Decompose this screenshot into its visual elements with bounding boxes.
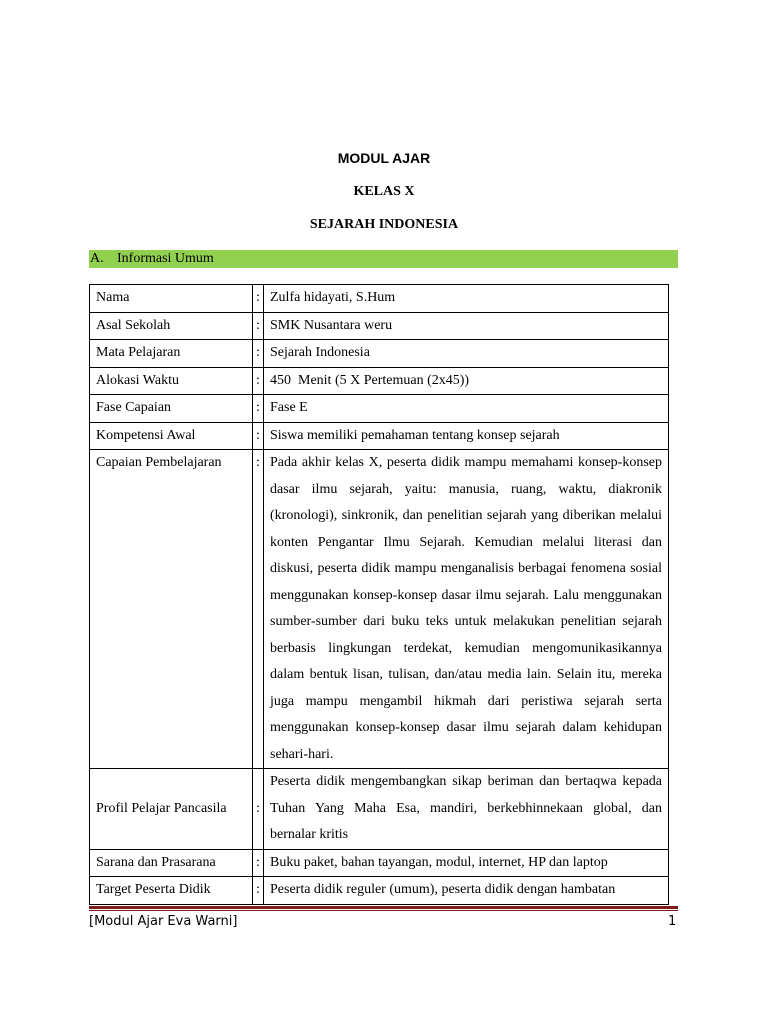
row-key: Capaian Pembelajaran bbox=[90, 450, 253, 769]
row-value: Buku paket, bahan tayangan, modul, internet, HP dan laptop bbox=[264, 849, 669, 877]
table-row bbox=[90, 450, 669, 769]
table-row bbox=[90, 769, 669, 850]
row-value: Siswa memiliki pemahaman tentang konsep sejarah bbox=[264, 422, 669, 450]
row-value: 450 Menit (5 X Pertemuan (2x45)) bbox=[264, 367, 669, 395]
page-number: 1 bbox=[668, 914, 677, 929]
row-separator: : bbox=[253, 285, 264, 313]
subject-heading: SEJARAH INDONESIA bbox=[309, 217, 459, 232]
class-heading: KELAS X bbox=[353, 184, 415, 199]
footer-document-label: [Modul Ajar Eva Warni] bbox=[89, 914, 238, 929]
row-key: Nama bbox=[90, 285, 253, 313]
table-row bbox=[90, 340, 669, 368]
row-key: Mata Pelajaran bbox=[90, 340, 253, 368]
row-separator: : bbox=[253, 849, 264, 877]
row-key: Asal Sekolah bbox=[90, 312, 253, 340]
row-separator: : bbox=[253, 312, 264, 340]
table-row bbox=[90, 877, 669, 905]
row-key: Sarana dan Prasarana bbox=[90, 849, 253, 877]
row-value: Pada akhir kelas X, peserta didik mampu memahami konsep-konsep dasar ilmu sejarah, yaitu: manusia, ruang, waktu, diakronik (kronologi), sinkronik, dan penelitian sejarah yang diberikan melalui konten Pengantar Ilmu Sejarah. Kemudian melalui literasi dan diskusi, peserta didik mampu menganalisis berbagai fenomena sosial menggunakan konsep-konsep dasar ilmu sejarah. Lalu menggunakan sumber-sumber dari buku teks untuk melakukan penelitian sejarah berbasis lingkungan terdekat, kemudian mengomunikasikannya dalam bentuk lisan, tulisan, dan/atau media lain. Selain itu, mereka juga mampu mengambil hikmah dari peristiwa sejarah serta menggunakan konsep-konsep dasar ilmu sejarah dalam kehidupan sehari-hari. bbox=[264, 450, 669, 769]
section-heading-bar bbox=[89, 250, 678, 268]
row-value: Zulfa hidayati, S.Hum bbox=[264, 285, 669, 313]
row-value: SMK Nusantara weru bbox=[264, 312, 669, 340]
table-row bbox=[90, 422, 669, 450]
section-label: Informasi Umum bbox=[117, 251, 214, 266]
table-row bbox=[90, 395, 669, 423]
row-separator: : bbox=[253, 367, 264, 395]
footer-divider-thin bbox=[89, 910, 678, 911]
row-separator: : bbox=[253, 450, 264, 769]
table-row bbox=[90, 285, 669, 313]
row-value: Peserta didik reguler (umum), peserta didik dengan hambatan bbox=[264, 877, 669, 905]
footer-divider-thick bbox=[89, 906, 678, 909]
row-separator: : bbox=[253, 340, 264, 368]
table-row bbox=[90, 312, 669, 340]
row-value: Fase E bbox=[264, 395, 669, 423]
row-key: Alokasi Waktu bbox=[90, 367, 253, 395]
row-separator: : bbox=[253, 395, 264, 423]
row-key: Fase Capaian bbox=[90, 395, 253, 423]
row-value: Sejarah Indonesia bbox=[264, 340, 669, 368]
row-key: Kompetensi Awal bbox=[90, 422, 253, 450]
document-title: MODUL AJAR bbox=[337, 150, 431, 166]
info-table bbox=[89, 284, 669, 905]
row-separator: : bbox=[253, 422, 264, 450]
row-value: Peserta didik mengembangkan sikap beriman dan bertaqwa kepada Tuhan Yang Maha Esa, mandiri, berkebhinnekaan global, dan bernalar kritis bbox=[264, 769, 669, 850]
section-letter: A. bbox=[90, 251, 104, 266]
row-separator: : bbox=[253, 769, 264, 850]
row-key: Target Peserta Didik bbox=[90, 877, 253, 905]
row-key: Profil Pelajar Pancasila bbox=[90, 769, 253, 850]
table-row bbox=[90, 849, 669, 877]
table-row bbox=[90, 367, 669, 395]
row-separator: : bbox=[253, 877, 264, 905]
